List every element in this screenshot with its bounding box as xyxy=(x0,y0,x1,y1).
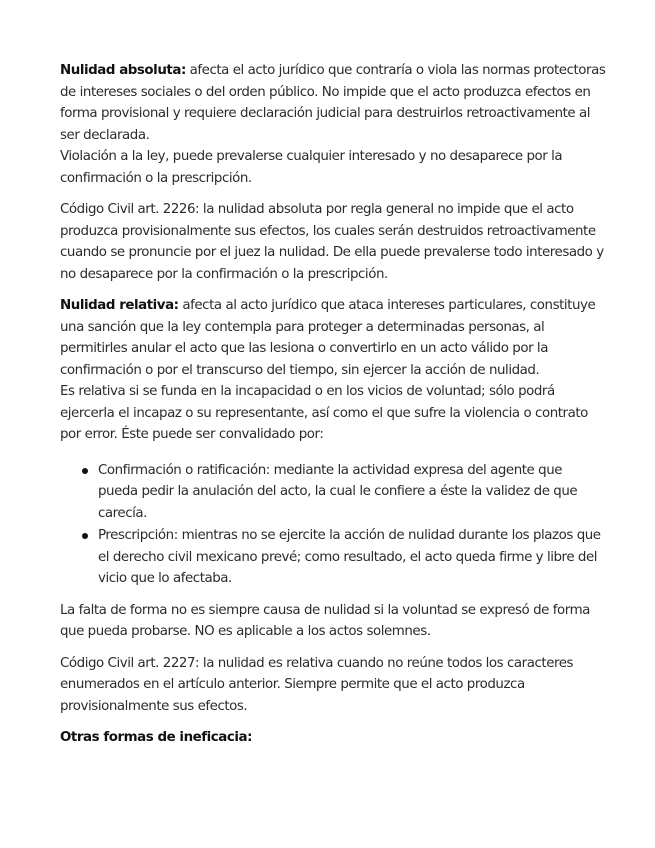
paragraph-art-2226 xyxy=(60,199,605,285)
text-line: una sanción que la ley contempla para proteger a determinadas personas, al xyxy=(60,319,545,335)
text-fragment: afecta el acto jurídico que contraría o viola las normas protectoras xyxy=(185,63,606,78)
text-line: Código Civil art. 2226: la nulidad absoluta por regla general no impide que el acto xyxy=(60,202,574,217)
paragraph-art-2227 xyxy=(60,653,605,718)
text-line: ser declarada. xyxy=(60,127,150,143)
heading-text: Otras formas de ineficacia: xyxy=(60,730,252,745)
text-line: provisionalmente sus efectos. xyxy=(60,698,248,714)
text-line: Prescripción: mientras no se ejercite la acción de nulidad durante los plazos que xyxy=(98,528,601,543)
text-line: carecía. xyxy=(98,505,147,521)
term-nulidad-absoluta: Nulidad absoluta: xyxy=(60,63,186,78)
text-line: cuando se pronuncie por el juez la nulidad. De ella puede prevalerse todo interesado y xyxy=(60,245,604,260)
text-line: Código Civil art. 2227: la nulidad es relativa cuando no reúne todos los caracteres xyxy=(60,655,574,671)
section-heading-otras-formas xyxy=(60,727,605,749)
text-line xyxy=(60,60,605,82)
text-fragment: afecta al acto jurídico que ataca intereses particulares, constituye xyxy=(178,298,596,313)
term-nulidad-relativa: Nulidad relativa: xyxy=(60,298,179,313)
text-line xyxy=(60,295,605,317)
document-page xyxy=(60,60,605,759)
text-line: enumerados en el artículo anterior. Siempre permite que el acto produzca xyxy=(60,677,525,692)
list-item-prescripcion xyxy=(60,525,605,590)
bullet-icon xyxy=(82,533,88,539)
text-line: Es relativa si se funda en la incapacidad o en los vicios de voluntad; sólo podrá xyxy=(60,384,555,399)
text-line: permitirles anular el acto que las lesiona o convertirlo en un acto válido por la xyxy=(60,341,548,356)
text-line: confirmación o por el transcurso del tiempo, sin ejercer la acción de nulidad. xyxy=(60,362,540,378)
text-line: forma provisional y requiere declaración judicial para destruirlos retroactivamente al xyxy=(60,106,591,121)
text-line: produzca provisionalmente sus efectos, los cuales serán destruidos retroactivamente xyxy=(60,223,596,239)
text-line: Confirmación o ratificación: mediante la actividad expresa del agente que xyxy=(98,462,563,478)
bullet-icon xyxy=(82,468,88,474)
text-line: pueda pedir la anulación del acto, la cual le confiere a éste la validez de que xyxy=(98,484,578,499)
text-line: vicio que lo afectaba. xyxy=(98,571,232,586)
paragraph-nulidad-absoluta xyxy=(60,60,605,189)
text-line: La falta de forma no es siempre causa de nulidad si la voluntad se expresó de forma xyxy=(60,602,590,618)
convalidation-list xyxy=(60,460,605,590)
text-line: confirmación o la prescripción. xyxy=(60,170,252,186)
text-line: que pueda probarse. NO es aplicable a los actos solemnes. xyxy=(60,624,431,639)
list-item-confirmacion xyxy=(60,460,605,525)
text-line: de intereses sociales o del orden público. No impide que el acto produzca efectos en xyxy=(60,84,591,100)
text-line: por error. Éste puede ser convalidado por: xyxy=(60,427,324,442)
text-line: Violación a la ley, puede prevalerse cualquier interesado y no desaparece por la xyxy=(60,149,563,164)
text-line: ejercerla el incapaz o su representante, así como el que sufre la violencia o contrato xyxy=(60,405,588,421)
paragraph-falta-de-forma xyxy=(60,600,605,643)
paragraph-nulidad-relativa xyxy=(60,295,605,446)
text-line: el derecho civil mexicano prevé; como resultado, el acto queda firme y libre del xyxy=(98,549,598,565)
text-line: no desaparece por la confirmación o la prescripción. xyxy=(60,266,388,282)
